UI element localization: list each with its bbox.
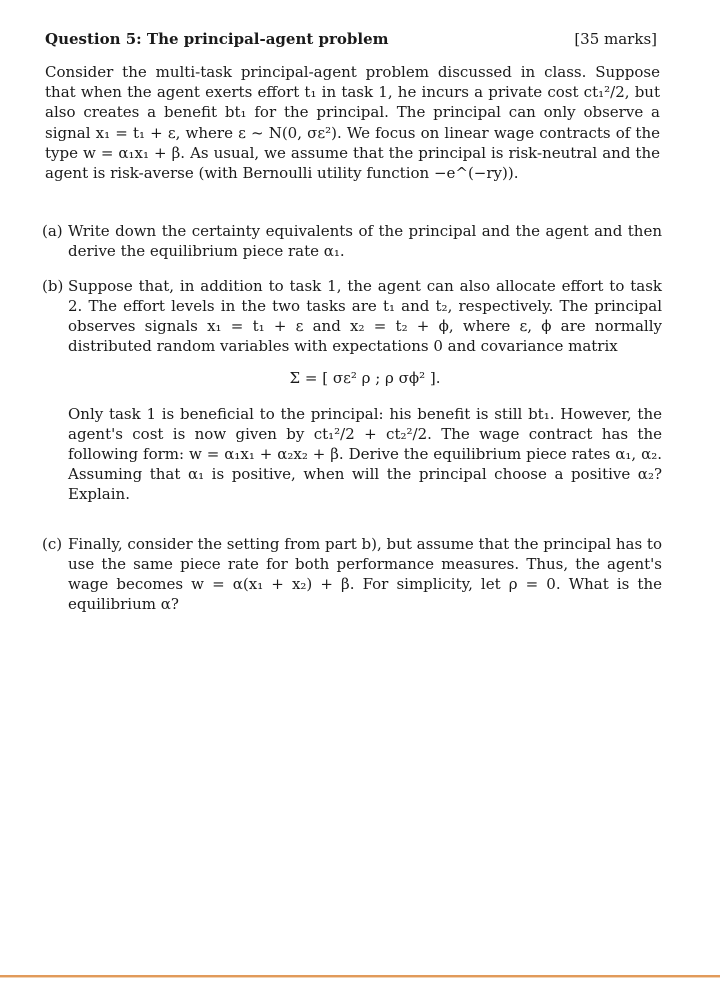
part-c-label: (c) (42, 535, 63, 553)
page-bottom-rule-shadow (0, 977, 720, 978)
part-b-text: Suppose that, in addition to task 1, the agent can also allocate effort to task 2. The effort levels in the two tasks are t₁ and t₂, respectively. The principal observes signals x₁ = t₁ + ε and x₂ = t₂ + ϕ, where ε, ϕ are normally distributed random variables with expectations 0 and covariance matrix (68, 277, 662, 355)
part-a-label: (a) (42, 222, 63, 240)
part-b (42, 276, 662, 504)
part-c (42, 534, 662, 614)
part-c-text: Finally, consider the setting from part b), but assume that the principal has to use the same piece rate for both performance measures. Thus, the agent's wage becomes w = α(x₁ + x₂) + β. For simplicity, let ρ = 0. What is the equilibrium α? (68, 535, 662, 613)
covariance-matrix: Σ = [ σε² ρ ; ρ σϕ² ]. (289, 369, 441, 387)
question-header (45, 30, 657, 52)
part-a (42, 221, 662, 261)
part-a-text: Write down the certainty equivalents of the principal and the agent and then derive the equilibrium piece rate α₁. (68, 222, 662, 260)
part-b-label: (b) (42, 277, 64, 295)
question-marks: [35 marks] (574, 30, 657, 48)
question-title: Question 5: The principal-agent problem (45, 30, 389, 48)
question-intro: Consider the multi-task principal-agent problem discussed in class. Suppose that when the agent exerts effort t₁ in task 1, he incurs a private cost ct₁²/2, but also creates a benefit bt₁ for the principal. The principal can only observe a signal x₁ = t₁ + ε, where ε ~ N(0, σε²). We focus on linear wage contracts of the type w = α₁x₁ + β. As usual, we assume that the principal is risk-neutral and the agent is risk-averse (with Bernoulli utility function −e^(−ry)). (45, 63, 660, 183)
part-b-text-continued: Only task 1 is beneficial to the principal: his benefit is still bt₁. However, the agent's cost is now given by ct₁²/2 + ct₂²/2. The wage contract has the following form: w = α₁x₁ + α₂x₂ + β. Derive the equilibrium piece rates α₁, α₂. Assuming that α₁ is positive, when will the principal choose a positive α₂? Explain. (68, 405, 662, 503)
